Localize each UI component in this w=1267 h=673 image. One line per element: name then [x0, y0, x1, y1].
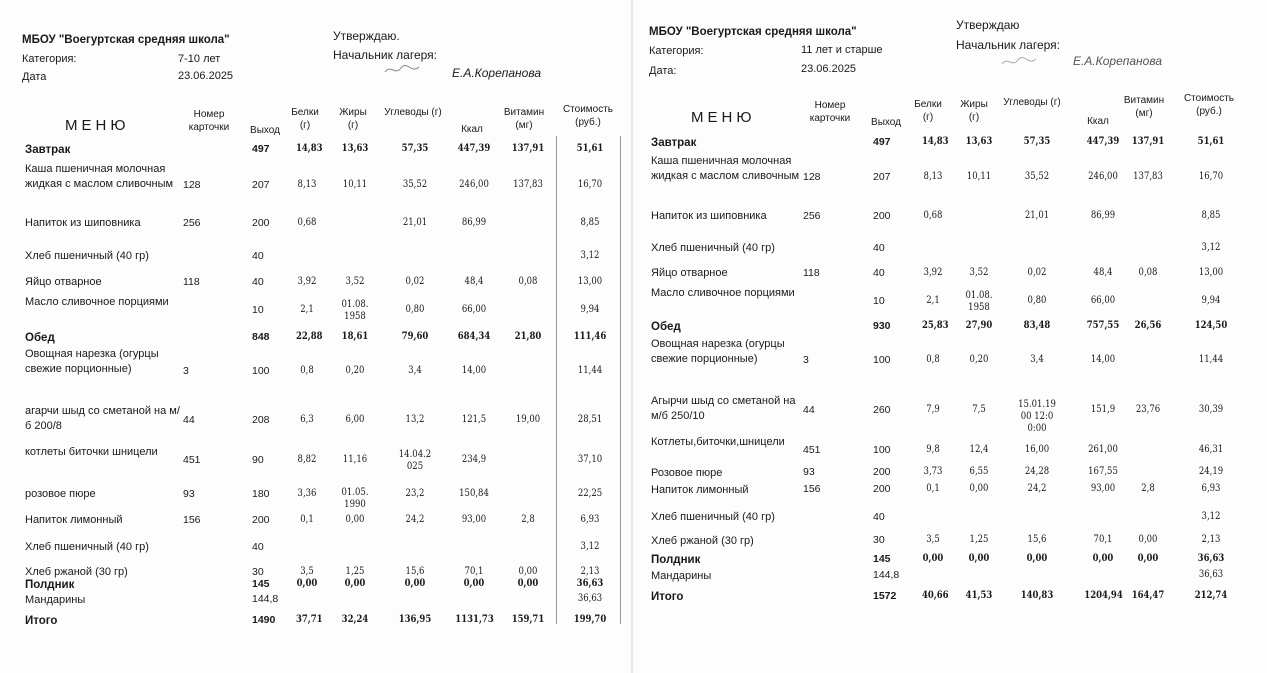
- dish-name: Яйцо отварное: [651, 267, 728, 279]
- cell-kcal: 151,9: [1090, 404, 1116, 415]
- cell-fat: 0,20: [345, 365, 365, 376]
- cell-card: 44: [803, 404, 815, 416]
- cost-column-rule: [620, 136, 621, 624]
- right-menu-sheet: [633, 0, 1267, 673]
- cell-yield: 100: [252, 365, 270, 377]
- dish-name: Хлеб пшеничный (40 гр): [651, 511, 775, 523]
- cell-kcal: 150,84: [459, 488, 489, 499]
- dish-name: Котлеты,биточки,шницели: [651, 436, 785, 448]
- cell-vit: 21,80: [514, 331, 542, 342]
- cell-card: 256: [183, 217, 201, 229]
- cell-protein: 0,1: [926, 483, 940, 494]
- cell-protein: 14,83: [921, 136, 949, 147]
- cell-vit: 164,47: [1131, 590, 1165, 601]
- col-fat: Жиры (г): [960, 99, 988, 123]
- section-title: Итого: [651, 591, 684, 603]
- cell-fat: 1,25: [969, 534, 989, 545]
- cell-yield: 208: [252, 414, 270, 426]
- cell-protein: 3,92: [297, 276, 317, 287]
- signature-icon: [383, 62, 423, 78]
- dish-name: розовое пюре: [25, 488, 96, 500]
- cell-cost: 36,63: [576, 578, 604, 589]
- cell-kcal: 234,9: [461, 454, 487, 465]
- cell-cost: 24,19: [1198, 466, 1224, 477]
- category-value: 7-10 лет: [178, 53, 221, 65]
- cell-card: 93: [183, 488, 195, 500]
- cell-card: 451: [183, 454, 201, 466]
- cell-fat: 01.05.1990: [341, 487, 369, 510]
- cell-carbs: 0,80: [1027, 295, 1047, 306]
- cell-cost: 51,61: [1197, 136, 1225, 147]
- dish-name: Мандарины: [651, 570, 712, 582]
- category-label: Категория:: [649, 45, 704, 57]
- col-vitamin: Витамин (мг): [503, 107, 545, 131]
- cell-fat: 32,24: [341, 614, 369, 625]
- cell-cost: 13,00: [577, 276, 603, 287]
- cell-fat: 01.08.1958: [965, 290, 993, 313]
- dish-name: Хлеб пшеничный (40 гр): [25, 250, 149, 262]
- cell-card: 256: [803, 210, 821, 222]
- cell-protein: 22,88: [295, 331, 323, 342]
- cell-protein: 0,8: [926, 354, 940, 365]
- date-value: 23.06.2025: [178, 70, 234, 82]
- school-name: МБОУ "Воегуртская средняя школа": [22, 34, 230, 46]
- col-vitamin: Витамин (мг): [1123, 95, 1165, 119]
- cell-card: 118: [803, 267, 820, 279]
- cell-kcal: 86,99: [1090, 210, 1116, 221]
- cell-card: 44: [183, 414, 195, 426]
- dish-name: агарчи шыд со сметаной на м/б 200/8: [25, 405, 180, 432]
- cell-protein: 3,5: [926, 534, 940, 545]
- cell-fat: 1,25: [345, 566, 365, 577]
- section-title: Полдник: [651, 554, 701, 566]
- cell-fat: 13,63: [341, 143, 369, 154]
- cell-kcal: 261,00: [1088, 444, 1118, 455]
- cell-cost: 36,63: [577, 593, 603, 604]
- cell-protein: 40,66: [921, 590, 949, 601]
- cell-vit: 0,00: [517, 578, 539, 589]
- cell-carbs: 0,02: [1027, 267, 1047, 278]
- cell-fat: 0,00: [968, 553, 990, 564]
- cell-carbs: 0,00: [404, 578, 426, 589]
- cell-yield: 207: [252, 179, 270, 191]
- cell-cost: 28,51: [577, 414, 603, 425]
- cell-carbs: 35,52: [1024, 171, 1050, 182]
- cell-protein: 37,71: [295, 614, 323, 625]
- dish-name: Хлеб ржаной (30 гр): [651, 535, 754, 547]
- cell-yield: 180: [252, 488, 270, 500]
- cell-kcal: 93,00: [1090, 483, 1116, 494]
- dish-name: Напиток из шиповника: [25, 217, 141, 229]
- dish-name: Яйцо отварное: [25, 276, 102, 288]
- cell-carbs: 14.04.2025: [398, 449, 432, 472]
- cell-yield: 40: [252, 276, 264, 288]
- col-card: Номер карточки: [188, 109, 230, 133]
- cell-carbs: 136,95: [398, 614, 432, 625]
- menu-title: МЕНЮ: [65, 117, 130, 134]
- cell-fat: 12,4: [969, 444, 989, 455]
- section-title: Завтрак: [651, 137, 697, 149]
- cell-carbs: 15.01.1900 12:00:00: [1018, 399, 1056, 434]
- category-value: 11 лет и старше: [801, 44, 883, 56]
- cell-cost: 2,13: [580, 566, 600, 577]
- date-label: Дата:: [649, 65, 677, 77]
- cell-protein: 7,9: [926, 404, 940, 415]
- cell-carbs: 16,00: [1024, 444, 1050, 455]
- cell-cost: 6,93: [580, 514, 600, 525]
- dish-name: Хлеб пшеничный (40 гр): [651, 242, 775, 254]
- cell-protein: 0,68: [923, 210, 943, 221]
- cell-cost: 30,39: [1198, 404, 1224, 415]
- cell-carbs: 79,60: [401, 331, 429, 342]
- cell-yield: 145: [873, 553, 891, 565]
- dish-name: Хлеб пшеничный (40 гр): [25, 541, 149, 553]
- cell-fat: 27,90: [965, 320, 993, 331]
- cell-carbs: 83,48: [1023, 320, 1051, 331]
- cell-yield: 30: [252, 566, 264, 578]
- cell-yield: 145: [252, 578, 270, 590]
- dish-name: Каша пшеничная молочная жидкая с маслом сливочным: [25, 163, 174, 190]
- cell-yield: 90: [252, 454, 264, 466]
- cell-cost: 9,94: [580, 304, 600, 315]
- cell-cost: 3,12: [580, 541, 600, 552]
- cell-fat: 0,00: [969, 483, 989, 494]
- cell-carbs: 35,52: [402, 179, 428, 190]
- cell-card: 118: [183, 276, 200, 288]
- cell-kcal: 1204,94: [1084, 590, 1123, 601]
- cell-yield: 930: [873, 320, 891, 332]
- cell-vit: 2,8: [521, 514, 535, 525]
- cell-vit: 137,83: [1133, 171, 1163, 182]
- cell-carbs: 3,4: [408, 365, 422, 376]
- cell-card: 156: [183, 514, 201, 526]
- dish-name: Мандарины: [25, 594, 86, 606]
- cell-carbs: 21,01: [1024, 210, 1050, 221]
- cell-kcal: 246,00: [459, 179, 489, 190]
- cell-protein: 0,00: [922, 553, 944, 564]
- cell-card: 3: [183, 365, 189, 377]
- dish-name: Напиток лимонный: [25, 514, 123, 526]
- cell-vit: 137,91: [1131, 136, 1165, 147]
- cell-protein: 8,82: [297, 454, 317, 465]
- dish-name: Агырчи шыд со сметаной на м/б 250/10: [651, 395, 796, 422]
- cell-carbs: 13,2: [405, 414, 425, 425]
- cell-carbs: 57,35: [1023, 136, 1051, 147]
- cell-kcal: 48,4: [1093, 267, 1113, 278]
- signature-icon: [1000, 54, 1040, 70]
- cell-card: 451: [803, 444, 821, 456]
- cell-fat: 13,63: [965, 136, 993, 147]
- cell-yield: 40: [873, 267, 885, 279]
- cell-kcal: 86,99: [461, 217, 487, 228]
- cell-vit: 0,00: [1138, 534, 1158, 545]
- cell-yield: 1572: [873, 590, 897, 602]
- cell-cost: 8,85: [580, 217, 600, 228]
- col-carbs: Углеводы (г): [384, 107, 442, 118]
- cell-kcal: 70,1: [1093, 534, 1113, 545]
- cell-yield: 200: [252, 217, 270, 229]
- cell-kcal: 1131,73: [455, 614, 494, 625]
- cell-yield: 497: [873, 136, 891, 148]
- cell-kcal: 48,4: [464, 276, 484, 287]
- dish-name: Масло сливочное порциями: [651, 287, 795, 299]
- dish-name: Хлеб ржаной (30 гр): [25, 566, 128, 578]
- cell-cost: 22,25: [577, 488, 603, 499]
- cell-yield: 40: [873, 242, 885, 254]
- cell-carbs: 15,6: [405, 566, 425, 577]
- cell-cost: 8,85: [1201, 210, 1221, 221]
- cell-carbs: 0,80: [405, 304, 425, 315]
- cell-kcal: 66,00: [461, 304, 487, 315]
- section-title: Обед: [651, 321, 681, 333]
- section-title: Итого: [25, 615, 58, 627]
- cell-yield: 10: [873, 295, 885, 307]
- cell-card: 156: [803, 483, 821, 495]
- cell-vit: 23,76: [1135, 404, 1161, 415]
- cell-kcal: 121,5: [461, 414, 487, 425]
- cell-protein: 2,1: [300, 304, 314, 315]
- cell-carbs: 3,4: [1030, 354, 1044, 365]
- cell-kcal: 66,00: [1090, 295, 1116, 306]
- cell-vit: 159,71: [511, 614, 545, 625]
- cell-kcal: 0,00: [463, 578, 485, 589]
- dish-name: Напиток из шиповника: [651, 210, 767, 222]
- col-protein: Белки (г): [291, 107, 319, 131]
- cell-carbs: 21,01: [402, 217, 428, 228]
- dish-name: Напиток лимонный: [651, 484, 749, 496]
- date-value: 23.06.2025: [801, 63, 857, 75]
- cell-cost: 11,44: [1198, 354, 1224, 365]
- chief-name: Е.А.Корепанова: [1073, 54, 1162, 68]
- col-fat: Жиры (г): [339, 107, 367, 131]
- cell-protein: 25,83: [921, 320, 949, 331]
- cell-yield: 1490: [252, 614, 276, 626]
- cell-protein: 0,68: [297, 217, 317, 228]
- cell-yield: 40: [873, 511, 885, 523]
- cell-cost: 3,12: [580, 250, 600, 261]
- cell-kcal: 447,39: [1086, 136, 1120, 147]
- date-label: Дата: [22, 71, 47, 83]
- col-kcal: Ккал: [461, 124, 483, 135]
- cell-protein: 3,5: [300, 566, 314, 577]
- cell-yield: 40: [252, 250, 264, 262]
- cell-vit: 0,08: [1138, 267, 1158, 278]
- cell-yield: 10: [252, 304, 264, 316]
- cell-fat: 3,52: [969, 267, 989, 278]
- cell-carbs: 23,2: [405, 488, 425, 499]
- cell-card: 3: [803, 354, 809, 366]
- cell-fat: 0,20: [969, 354, 989, 365]
- cell-yield: 848: [252, 331, 270, 343]
- col-cost: Стоимость (руб.): [1183, 93, 1235, 117]
- cell-card: 93: [803, 466, 815, 478]
- category-label: Категория:: [22, 53, 77, 65]
- cell-cost: 111,46: [573, 331, 607, 342]
- cell-carbs: 0,00: [1026, 553, 1048, 564]
- approve-label: Утверждаю.: [333, 29, 400, 43]
- cell-protein: 0,8: [300, 365, 314, 376]
- cell-cost: 37,10: [577, 454, 603, 465]
- section-title: Завтрак: [25, 144, 71, 156]
- cell-cost: 2,13: [1201, 534, 1221, 545]
- cell-fat: 7,5: [972, 404, 986, 415]
- cell-vit: 137,91: [511, 143, 545, 154]
- cell-fat: 6,55: [969, 466, 989, 477]
- col-carbs: Углеводы (г): [1003, 97, 1061, 108]
- dish-name: Овощная нарезка (огурцы свежие порционные): [25, 348, 159, 375]
- cell-protein: 3,73: [923, 466, 943, 477]
- cell-protein: 2,1: [926, 295, 940, 306]
- cell-protein: 6,3: [300, 414, 314, 425]
- left-menu-sheet: [0, 0, 631, 673]
- cell-carbs: 24,28: [1024, 466, 1050, 477]
- chief-label: Начальник лагеря:: [333, 48, 438, 62]
- col-yield: Выход: [871, 117, 901, 128]
- cell-cost: 13,00: [1198, 267, 1224, 278]
- cell-fat: 01.08.1958: [341, 299, 369, 322]
- dish-name: котлеты битoчки шницели: [25, 446, 158, 458]
- cell-carbs: 24,2: [1027, 483, 1047, 494]
- cell-vit: 0,00: [518, 566, 538, 577]
- menu-title: МЕНЮ: [691, 109, 756, 126]
- cell-protein: 3,36: [297, 488, 317, 499]
- cell-kcal: 167,55: [1088, 466, 1118, 477]
- cell-fat: 3,52: [345, 276, 365, 287]
- dish-name: Розовое пюре: [651, 467, 723, 479]
- cell-card: 128: [183, 179, 201, 191]
- col-yield: Выход: [250, 125, 280, 136]
- cell-fat: 41,53: [965, 590, 993, 601]
- cell-fat: 10,11: [342, 179, 368, 190]
- cell-yield: 100: [873, 444, 891, 456]
- cell-protein: 3,92: [923, 267, 943, 278]
- cell-kcal: 0,00: [1092, 553, 1114, 564]
- col-cost: Стоимость (руб.): [562, 104, 614, 128]
- cell-protein: 9,8: [926, 444, 940, 455]
- cell-yield: 40: [252, 541, 264, 553]
- dish-name: Овощная нарезка (огурцы свежие порционные): [651, 338, 785, 365]
- cell-yield: 144,8: [873, 569, 900, 581]
- cell-carbs: 15,6: [1027, 534, 1047, 545]
- chief-name: Е.А.Корепанова: [452, 66, 541, 80]
- cell-cost: 16,70: [577, 179, 603, 190]
- section-title: Полдник: [25, 579, 75, 591]
- cell-kcal: 93,00: [461, 514, 487, 525]
- cell-cost: 51,61: [576, 143, 604, 154]
- cell-vit: 0,08: [518, 276, 538, 287]
- cell-kcal: 447,39: [457, 143, 491, 154]
- cell-protein: 14,83: [295, 143, 323, 154]
- cell-carbs: 57,35: [401, 143, 429, 154]
- col-kcal: Ккал: [1087, 116, 1109, 127]
- cell-protein: 8,13: [923, 171, 943, 182]
- cell-yield: 200: [252, 514, 270, 526]
- cell-fat: 6,00: [345, 414, 365, 425]
- cell-yield: 260: [873, 404, 891, 416]
- cell-yield: 200: [873, 210, 891, 222]
- cell-vit: 137,83: [513, 179, 543, 190]
- cell-fat: 11,16: [342, 454, 368, 465]
- cell-cost: 199,70: [573, 614, 607, 625]
- cell-cost: 46,31: [1198, 444, 1224, 455]
- cell-yield: 200: [873, 483, 891, 495]
- cell-yield: 200: [873, 466, 891, 478]
- cell-cost: 16,70: [1198, 171, 1224, 182]
- dish-name: Масло сливочное порциями: [25, 296, 169, 308]
- cell-fat: 10,11: [966, 171, 992, 182]
- cell-cost: 3,12: [1201, 511, 1221, 522]
- section-title: Обед: [25, 332, 55, 344]
- cell-yield: 497: [252, 143, 270, 155]
- cell-vit: 19,00: [515, 414, 541, 425]
- cell-vit: 0,00: [1137, 553, 1159, 564]
- chief-label: Начальник лагеря:: [956, 38, 1061, 52]
- cell-kcal: 684,34: [457, 331, 491, 342]
- cell-kcal: 14,00: [1090, 354, 1116, 365]
- cost-column-rule: [556, 136, 557, 624]
- cell-cost: 11,44: [577, 365, 603, 376]
- cell-yield: 100: [873, 354, 891, 366]
- cell-yield: 30: [873, 534, 885, 546]
- cell-cost: 3,12: [1201, 242, 1221, 253]
- cell-protein: 0,1: [300, 514, 314, 525]
- cell-kcal: 246,00: [1088, 171, 1118, 182]
- cell-cost: 6,93: [1201, 483, 1221, 494]
- cell-vit: 26,56: [1134, 320, 1162, 331]
- cell-protein: 8,13: [297, 179, 317, 190]
- cell-cost: 9,94: [1201, 295, 1221, 306]
- cell-cost: 124,50: [1194, 320, 1228, 331]
- cell-protein: 0,00: [296, 578, 318, 589]
- cell-yield: 207: [873, 171, 891, 183]
- cell-kcal: 70,1: [464, 566, 484, 577]
- cell-carbs: 140,83: [1020, 590, 1054, 601]
- cell-fat: 0,00: [344, 578, 366, 589]
- cell-vit: 2,8: [1141, 483, 1155, 494]
- cell-fat: 0,00: [345, 514, 365, 525]
- cell-card: 128: [803, 171, 821, 183]
- dish-name: Каша пшеничная молочная жидкая с маслом сливочным: [651, 155, 800, 182]
- approve-label: Утверждаю: [956, 18, 1020, 32]
- cell-carbs: 0,02: [405, 276, 425, 287]
- cell-cost: 36,63: [1198, 569, 1224, 580]
- school-name: МБОУ "Воегуртская средняя школа": [649, 26, 857, 38]
- col-protein: Белки (г): [914, 99, 942, 123]
- cell-kcal: 14,00: [461, 365, 487, 376]
- cell-carbs: 24,2: [405, 514, 425, 525]
- col-card: Номер карточки: [809, 100, 851, 124]
- cell-kcal: 757,55: [1086, 320, 1120, 331]
- cell-cost: 212,74: [1194, 590, 1228, 601]
- cell-yield: 144,8: [252, 593, 279, 605]
- cell-cost: 36,63: [1197, 553, 1225, 564]
- cell-fat: 18,61: [341, 331, 369, 342]
